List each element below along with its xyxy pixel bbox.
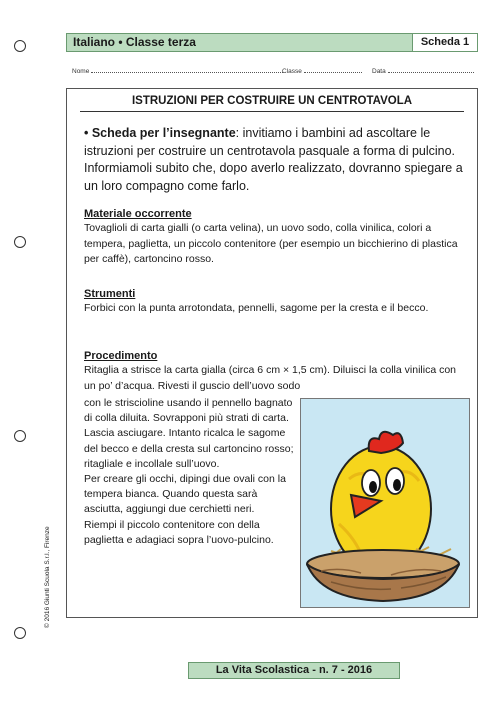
worksheet-number: Scheda 1 (412, 33, 478, 52)
binder-hole (14, 236, 26, 248)
tools-heading: Strumenti (84, 288, 136, 300)
date-label: Data (372, 68, 386, 75)
tools-text: Forbici con la punta arrotondata, pennelli, sagome per la cresta e il becco. (84, 302, 429, 314)
procedure-step-eyes: Per creare gli occhi, dipingi due ovali con la tempera bianca. Quando questa sarà asciutta, aggiungi due cerchietti neri. (84, 473, 286, 516)
class-label: Classe (282, 68, 302, 75)
procedure-text-narrow (84, 396, 294, 548)
binder-hole (14, 430, 26, 442)
subject-class-title: Italiano • Classe terza (73, 35, 196, 49)
procedure-section (84, 349, 469, 394)
procedure-text-wide: Ritaglia a strisce la carta gialla (circa 6 cm × 1,5 cm). Diluisci la colla vinilica con un po’ d’acqua. Rivesti il guscio dell’uovo sodo (84, 364, 457, 392)
teacher-note (84, 125, 467, 195)
footer-magazine-issue: La Vita Scolastica - n. 7 - 2016 (188, 662, 400, 679)
procedure-heading: Procedimento (84, 350, 158, 362)
materials-text: Tovaglioli di carta gialli (o carta velina), un uovo sodo, colla vinilica, colori a tempera, paglietta, un piccolo contenitore (per esempio un bicchierino di plastica per caffè), cartoncino rosso. (84, 222, 458, 265)
header-bar (66, 33, 478, 52)
procedure-step-covering: con le striscioline usando il pennello bagnato di colla diluita. Sovrapponi più strati di carta. Lascia asciugare. Intanto ricalca le sagome del becco e della cresta sul cartoncino rosso; ritagliale e incollale sull’uovo. (84, 397, 294, 470)
chick-in-nest-image (301, 399, 469, 607)
materials-section (84, 207, 469, 268)
name-label: Nome (72, 68, 90, 75)
chick-illustration (300, 398, 470, 608)
title-divider (80, 111, 464, 112)
page-title: ISTRUZIONI PER COSTRUIRE UN CENTROTAVOLA (131, 95, 413, 107)
materials-heading: Materiale occorrente (84, 208, 192, 220)
teacher-note-label: • Scheda per l’insegnante (84, 126, 236, 140)
date-field-line (372, 66, 474, 76)
copyright-notice: © 2016 Giunti Scuola S.r.l., Firenze (44, 526, 51, 628)
name-field-line (72, 66, 283, 76)
binder-hole (14, 627, 26, 639)
teacher-note-text: : invitiamo i bambini ad ascoltare le istruzioni per costruire un centrotavola pasquale a forma di pulcino. Informiamoli subito che, dopo averlo realizzato, dovranno spiegare a un loro compagno come farlo. (84, 126, 463, 193)
binder-hole (14, 40, 26, 52)
tools-section (84, 287, 469, 317)
procedure-step-final: Riempi il piccolo contenitore con della paglietta e adagiaci sopra l’uovo-pulcino. (84, 518, 274, 546)
content-box (66, 88, 478, 618)
class-field-line (282, 66, 362, 76)
